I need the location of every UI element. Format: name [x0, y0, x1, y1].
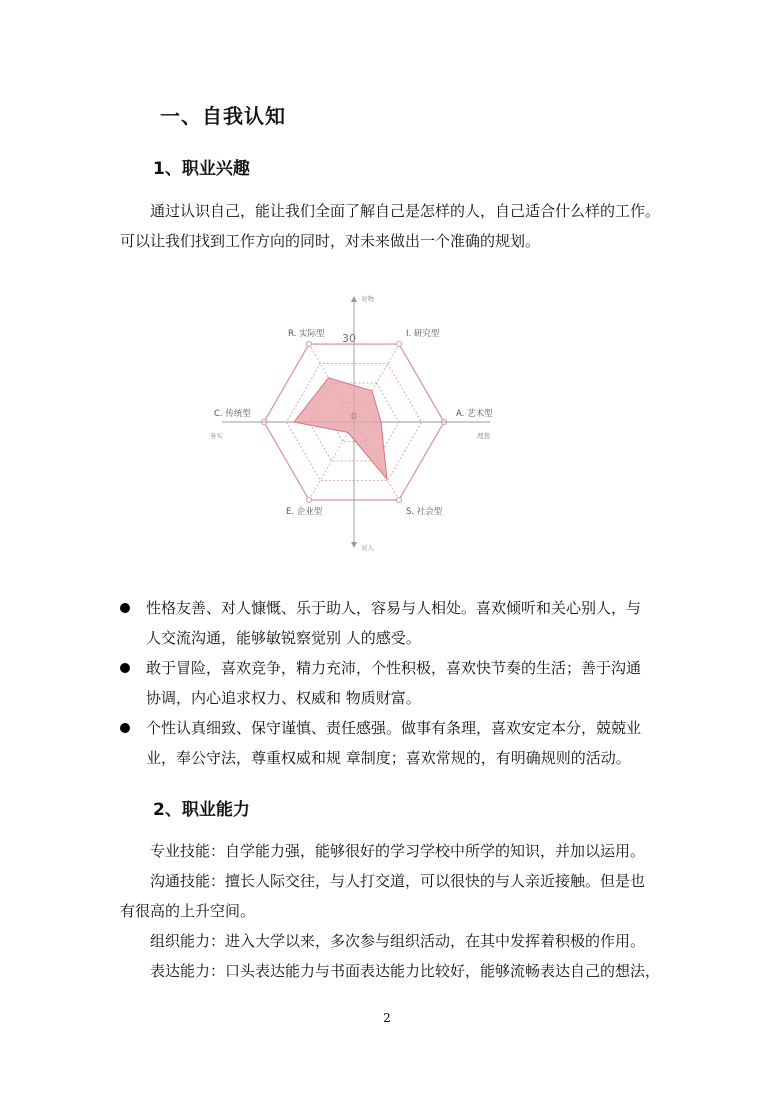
bullet-line-2: 人交流沟通，能够敏锐察觉别 人的感受。 — [146, 629, 421, 647]
bullet-dot-icon — [120, 603, 130, 613]
subsection-title-ability: 2、职业能力 — [153, 800, 250, 820]
category-label: R. 实际型 — [288, 329, 325, 339]
bullet-line-1: 个性认真细致、保守谨慎、责任感强。做事有条理，喜欢安定本分，兢兢业 — [146, 719, 642, 737]
intro-line-2: 可以让我们找到工作方向的同时，对未来做出一个准确的规划。 — [120, 232, 541, 250]
bullet-line-2: 协调，内心追求权力、权威和 物质财富。 — [146, 689, 421, 707]
ability-professional: 专业技能：自学能力强，能够很好的学习学校中所学的知识，并加以运用。 — [150, 842, 646, 860]
ability-communication-line-1: 沟通技能：擅长人际交往，与人打交道，可以很快的与人亲近接触。但是也 — [150, 872, 646, 890]
holland-radar-chart — [200, 288, 520, 556]
tick-label: 0 — [351, 412, 357, 422]
trait-bullet-list — [120, 593, 665, 773]
vertex-dot — [306, 497, 311, 502]
list-item — [120, 653, 665, 713]
vertex-dot — [306, 341, 311, 346]
grid-spoke — [309, 422, 354, 500]
list-item — [120, 713, 665, 773]
page-number: 2 — [383, 1011, 391, 1025]
direction-label-top: 对物 — [361, 295, 374, 303]
subsection-title-interest: 1、职业兴趣 — [153, 159, 250, 179]
bullet-dot-icon — [120, 723, 130, 733]
list-item — [120, 593, 665, 653]
radar-data-area — [294, 378, 387, 479]
category-label: A. 艺术型 — [456, 409, 493, 419]
bullet-line-1: 性格友善、对人慷慨、乐于助人，容易与人相处。喜欢倾听和关心别人，与 — [146, 599, 642, 617]
intro-paragraph — [120, 196, 665, 256]
vertex-dot — [396, 341, 401, 346]
direction-label-right: 理想 — [477, 432, 490, 440]
intro-line-1: 通过认识自己，能让我们全面了解自己是怎样的人，自己适合什么样的工作。 — [150, 202, 661, 220]
ability-organization: 组织能力：进入大学以来，多次参与组织活动，在其中发挥着积极的作用。 — [150, 932, 646, 950]
section-title: 一、自我认知 — [160, 104, 286, 128]
bullet-line-2: 业，奉公守法，尊重权威和规 章制度；喜欢常规的，有明确规则的活动。 — [146, 749, 631, 767]
ability-expression: 表达能力：口头表达能力与书面表达能力比较好，能够流畅表达自己的想法， — [150, 962, 661, 980]
category-label: I. 研究型 — [406, 329, 440, 339]
arrow-down-icon — [351, 542, 357, 548]
bullet-dot-icon — [120, 663, 130, 673]
arrow-up-icon — [351, 296, 357, 302]
tick-label: 30 — [342, 332, 356, 345]
category-label: S. 社会型 — [406, 507, 443, 517]
direction-label-left: 务实 — [210, 432, 223, 440]
direction-label-bottom: 对人 — [361, 544, 374, 552]
category-label: C. 传统型 — [214, 409, 251, 419]
vertex-dot — [396, 497, 401, 502]
category-label: E. 企业型 — [286, 507, 323, 517]
bullet-line-1: 敢于冒险，喜欢竞争，精力充沛，个性积极，喜欢快节奏的生活；善于沟通 — [146, 659, 642, 677]
ability-communication-line-2: 有很高的上升空间。 — [120, 902, 256, 920]
ability-paragraphs — [120, 836, 665, 986]
